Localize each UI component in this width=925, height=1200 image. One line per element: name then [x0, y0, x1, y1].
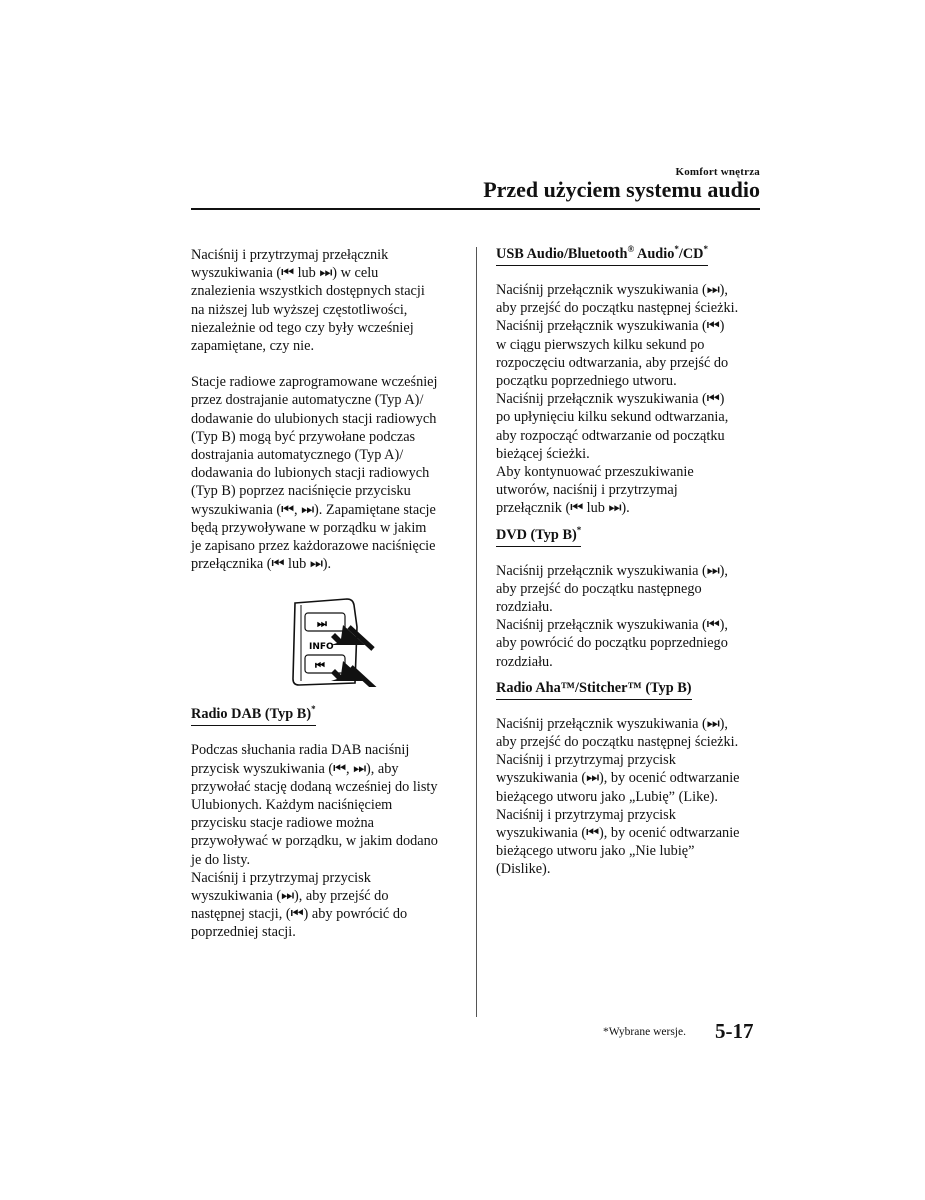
- text-line: aby przejść do początku następnej ścieżki.: [496, 734, 739, 751]
- section-dvd: [496, 526, 764, 671]
- header-rule: [191, 208, 760, 210]
- heading-text: Audio: [634, 246, 675, 262]
- seek-switch-illustration: [287, 597, 377, 687]
- text-line: w ciągu pierwszych kilku sekund po: [496, 336, 705, 353]
- text-line: bieżącego utworu jako „Lubię” (Like).: [496, 788, 718, 805]
- text-line: wyszukiwania (⏮ lub ⏭) w celu: [191, 265, 379, 282]
- text-line: aby przejść do początku następnego: [496, 580, 702, 597]
- text-line: rozdziału.: [496, 599, 553, 616]
- text-line: aby rozpocząć odtwarzanie od początku: [496, 427, 725, 444]
- text-line: dostrajania automatycznego (Typ A)/: [191, 447, 404, 464]
- text-line: je zapisano przez każdorazowe naciśnięcie: [191, 538, 436, 555]
- section-aha-stitcher: [496, 679, 764, 879]
- text-line: je do listy.: [191, 851, 251, 868]
- text-line: będą przywoływane w porządku w jakim: [191, 519, 427, 536]
- column-divider: [476, 247, 477, 1017]
- text-line: początku poprzedniego utworu.: [496, 373, 677, 390]
- text-line: Naciśnij przełącznik wyszukiwania (⏮): [496, 391, 725, 408]
- text-line: znalezienia wszystkich dostępnych stacji: [191, 283, 425, 300]
- seek-down-icon: ⏮: [315, 659, 325, 673]
- text-line: poprzedniej stacji.: [191, 924, 296, 941]
- footnote-mark: *: [674, 244, 679, 255]
- heading-text: DVD (Typ B): [496, 526, 577, 543]
- text-line: aby przejść do początku następnej ścieżki.: [496, 300, 739, 317]
- text-line: Aby kontynuować przeszukiwanie: [496, 464, 694, 481]
- section-usb-bluetooth-cd: [496, 245, 764, 518]
- header-section-label: Komfort wnętrza: [675, 166, 760, 178]
- text-line: przycisk wyszukiwania (⏮, ⏭), aby: [191, 760, 399, 777]
- text-line: na niższej lub wyższej częstotliwości,: [191, 301, 408, 318]
- text-line: rozpoczęciu odtwarzania, aby przejść do: [496, 354, 729, 371]
- page-title: Przed użyciem systemu audio: [483, 177, 760, 202]
- text-line: Naciśnij przełącznik wyszukiwania (⏮),: [496, 617, 728, 634]
- footnote-mark: *: [576, 524, 582, 535]
- text-line: utworów, naciśnij i przytrzymaj: [496, 482, 678, 499]
- text-line: Naciśnij i przytrzymaj przycisk: [496, 806, 676, 823]
- text-line: niezależnie od tego czy były wcześniej: [191, 319, 414, 336]
- section-heading-usb: [496, 246, 708, 266]
- text-line: wyszukiwania (⏮, ⏭). Zapamiętane stacje: [191, 501, 436, 518]
- steering-switch-diagram: [287, 597, 377, 687]
- text-line: wyszukiwania (⏭), by ocenić odtwarzanie: [496, 770, 740, 787]
- text-line: przez dostrajanie automatyczne (Typ A)/: [191, 392, 424, 409]
- footnote-selected-versions: *Wybrane wersje.: [603, 1026, 686, 1038]
- text-line: Naciśnij i przytrzymaj przełącznik: [191, 247, 389, 263]
- right-column: [496, 245, 764, 879]
- text-line: przywoływać w porządku, w jakim dodano: [191, 833, 438, 850]
- text-line: Naciśnij przełącznik wyszukiwania (⏭),: [496, 562, 728, 579]
- text-line: Podczas słuchania radia DAB naciśnij: [191, 742, 410, 759]
- text-line: dodawania do lubionych stacji radiowych: [191, 465, 430, 482]
- text-line: bieżącej ścieżki.: [496, 445, 590, 462]
- text-line: Ulubionych. Każdym naciśnięciem: [191, 797, 393, 814]
- section-heading-dvd: [496, 524, 582, 547]
- section-heading-aha: Radio Aha™/Stitcher™ (Typ B): [496, 680, 692, 700]
- text-line: po upłynięciu kilku sekund odtwarzania,: [496, 409, 729, 426]
- text-line: przełącznik (⏮ lub ⏭).: [496, 500, 630, 517]
- seek-up-icon: ⏭: [317, 617, 327, 631]
- footnote-mark: *: [311, 704, 316, 715]
- text-line: Naciśnij przełącznik wyszukiwania (⏮): [496, 318, 725, 335]
- text-line: Naciśnij i przytrzymaj przycisk: [191, 869, 371, 886]
- footnote-mark: *: [703, 244, 708, 255]
- text-line: przycisku stacje radiowe można: [191, 815, 375, 832]
- paragraph-seek-hold: [191, 246, 463, 355]
- text-line: (Typ B) mogą być przywołane podczas: [191, 428, 416, 445]
- paragraph-preset-stations: [191, 373, 463, 573]
- text-line: wyszukiwania (⏭), aby przejść do: [191, 888, 389, 905]
- text-line: Naciśnij przełącznik wyszukiwania (⏭),: [496, 282, 728, 298]
- text-line: Naciśnij i przytrzymaj przycisk: [496, 752, 676, 769]
- heading-text: Radio DAB (Typ B): [191, 706, 312, 723]
- text-line: rozdziału.: [496, 653, 553, 670]
- section-heading-dab: [191, 706, 316, 726]
- text-line: przywołać stację dodaną wcześniej do listy: [191, 778, 438, 795]
- text-line: bieżącego utworu jako „Nie lubię”: [496, 843, 695, 860]
- text-line: aby powrócić do początku poprzedniego: [496, 635, 728, 652]
- text-line: (Typ B) poprzez naciśnięcie przycisku: [191, 483, 411, 500]
- info-label: INFO: [309, 642, 334, 653]
- text-line: Stacje radiowe zaprogramowane wcześniej: [191, 374, 438, 391]
- left-column: [191, 246, 463, 942]
- page-number: 5-17: [715, 1019, 754, 1043]
- text-line: dodawanie do ulubionych stacji radiowych: [191, 410, 437, 427]
- registered-mark: ®: [627, 244, 635, 255]
- section-dab: [191, 705, 463, 941]
- text-line: Naciśnij przełącznik wyszukiwania (⏭),: [496, 715, 728, 732]
- heading-text: /CD: [678, 246, 704, 262]
- text-line: następnej stacji, (⏮) aby powrócić do: [191, 906, 408, 923]
- heading-text: USB Audio/Bluetooth: [496, 246, 628, 262]
- text-line: wyszukiwania (⏮), by ocenić odtwarzanie: [496, 825, 740, 842]
- text-line: zapamiętane, czy nie.: [191, 338, 315, 355]
- text-line: przełącznika (⏮ lub ⏭).: [191, 556, 332, 573]
- text-line: (Dislike).: [496, 861, 551, 878]
